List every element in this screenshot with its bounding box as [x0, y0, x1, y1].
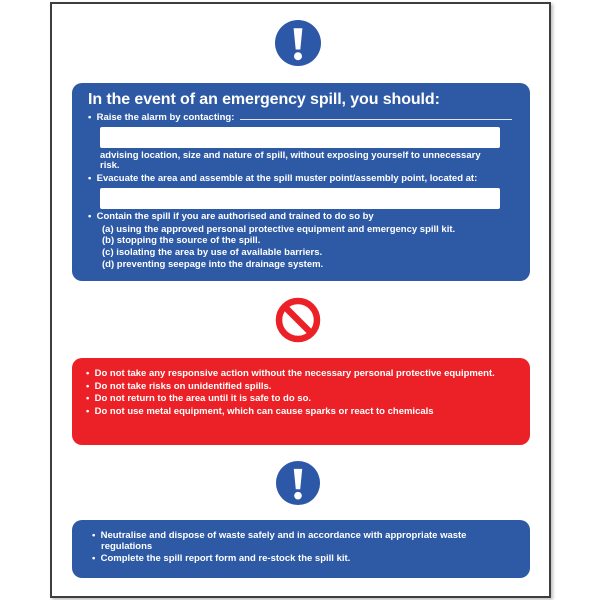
- disposal-item: • Neutralise and dispose of waste safely and in accordance with appropriate waste regulations: [92, 531, 510, 552]
- contain-bullet: • Contain the spill if you are authorised and trained to do so by: [88, 212, 514, 223]
- spill-procedure-sign: [50, 2, 551, 598]
- contain-sub-item: (a) using the approved personal protective equipment and emergency spill kit.: [102, 223, 456, 235]
- disposal-item: • Complete the spill report form and re-stock the spill kit.: [92, 554, 510, 565]
- contain-sub-item: (d) preventing seepage into the drainage system.: [102, 258, 324, 270]
- prohibition-item: • Do not return to the area until it is safe to do so.: [86, 394, 506, 405]
- prohibition-item: • Do not use metal equipment, which can cause sparks or react to chemicals: [86, 407, 506, 418]
- ruled-line: [240, 112, 512, 120]
- evacuate-bullet: • Evacuate the area and assemble at the spill muster point/assembly point, located at:: [88, 174, 490, 185]
- raise-alarm-row: [88, 112, 514, 124]
- contain-sub-list: [102, 225, 514, 271]
- mandatory-exclamation-icon: [274, 19, 322, 67]
- prohibition-item: • Do not take any responsive action without the necessary personal protective equipment.: [86, 369, 506, 380]
- contain-sub-item: (b) stopping the source of the spill.: [102, 235, 261, 247]
- emergency-instructions-panel: [72, 83, 530, 281]
- prohibition-panel: [72, 358, 530, 445]
- raise-alarm-bullet: • Raise the alarm by contacting:: [88, 113, 234, 124]
- prohibition-icon: [275, 297, 321, 343]
- mandatory-exclamation-icon: [275, 460, 321, 506]
- disposal-panel: [72, 520, 530, 578]
- advising-note: advising location, size and nature of spill, without exposing yourself to unnecessary risk.: [100, 149, 481, 172]
- panel-title: In the event of an emergency spill, you should:: [88, 91, 440, 108]
- prohibition-item: • Do not take risks on unidentified spills.: [86, 382, 506, 393]
- contain-sub-item: (c) isolating the area by use of available barriers.: [102, 247, 323, 259]
- muster-point-input[interactable]: [100, 188, 500, 209]
- contact-details-input[interactable]: [100, 127, 500, 148]
